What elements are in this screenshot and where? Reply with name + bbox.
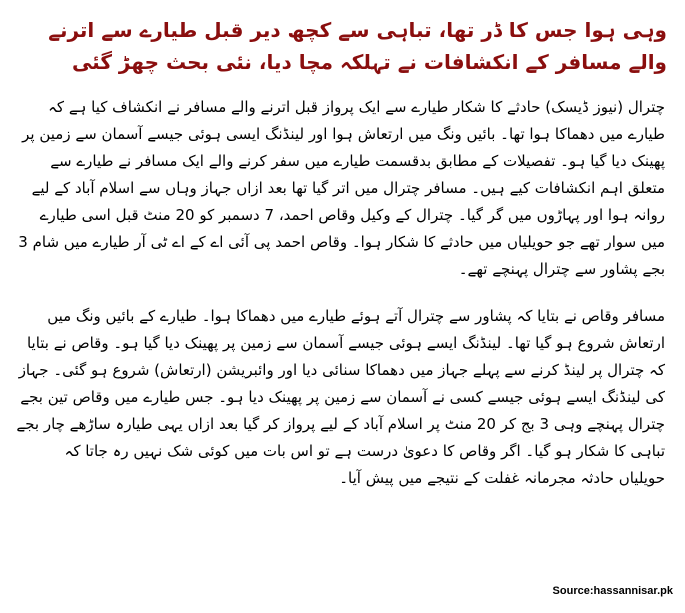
article-headline: وہی ہوا جس کا ڈر تھا، تباہی سے کچھ دیر قبل طیارے سے اترنے والے مسافر کے انکشافات نے تہلکہ مچا دیا، نئی بحث چھڑ گئی: [48, 18, 667, 74]
article-paragraph-1: چترال (نیوز ڈیسک) حادثے کا شکار طیارے سے ایک پرواز قبل اترنے والے مسافر نے انکشاف کیا ہے کہ طیارے میں دھماکا ہوا تھا۔ بائیں ونگ میں ارتعاش ہوا اور لینڈنگ ایسی ہوئی جیسے آسمان سے زمین پر پھینک دیا گیا ہو۔ تفصیلات کے مطابق بدقسمت طیارے میں سفر کرنے والے ایک مسافر نے طیارے سے متعلق اہم انکشافات کیے ہیں۔ مسافر چترال میں اتر گیا تھا بعد ازاں جہاز وہاں سے اسلام آباد کے لیے روانہ ہوا اور پہاڑوں میں گر گیا۔ چترال کے وکیل وقاص احمد، 7 دسمبر کو 20 منٹ قبل اسی طیارے میں سوار تھے جو حویلیاں میں حادثے کا شکار ہوا۔ وقاص احمد پی آئی اے کے اے ٹی آر طیارے میں شام 3 بجے پشاور سے چترال پہنچے تھے۔: [18, 98, 665, 278]
article-paragraph-2: مسافر وقاص نے بتایا کہ پشاور سے چترال آتے ہوئے طیارے میں دھماکا ہوا۔ طیارے کے بائیں ونگ میں ارتعاش شروع ہو گیا تھا۔ لینڈنگ ایسے ہوئی جیسے آسمان سے زمین پر پھینک دیا گیا ہو۔ وقاص نے بتایا کہ چترال پر لینڈ کرنے سے پہلے جہاز میں دھماکا سنائی دیا اور وائبریشن (ارتعاش) شروع ہو گئی۔ جہاز کی لینڈنگ ایسے ہوئی جیسے کسی نے آسمان سے زمین پر پھینک دیا ہو۔ جس طیارے میں وقاص تین بجے چترال پہنچے وہی 3 بج کر 20 منٹ پر اسلام آباد کے لیے پرواز کر گیا بعد ازاں یہی طیارہ ساڑھے چار بجے تباہی کا شکار ہو گیا۔ اگر وقاص کا دعویٰ درست ہے تو اس بات میں کوئی شک نہیں رہ جاتا کہ حویلیاں حادثہ مجرمانہ غفلت کے نتیجے میں پیش آیا۔: [16, 307, 665, 487]
source-credit: Source:hassannisar.pk: [552, 585, 673, 597]
